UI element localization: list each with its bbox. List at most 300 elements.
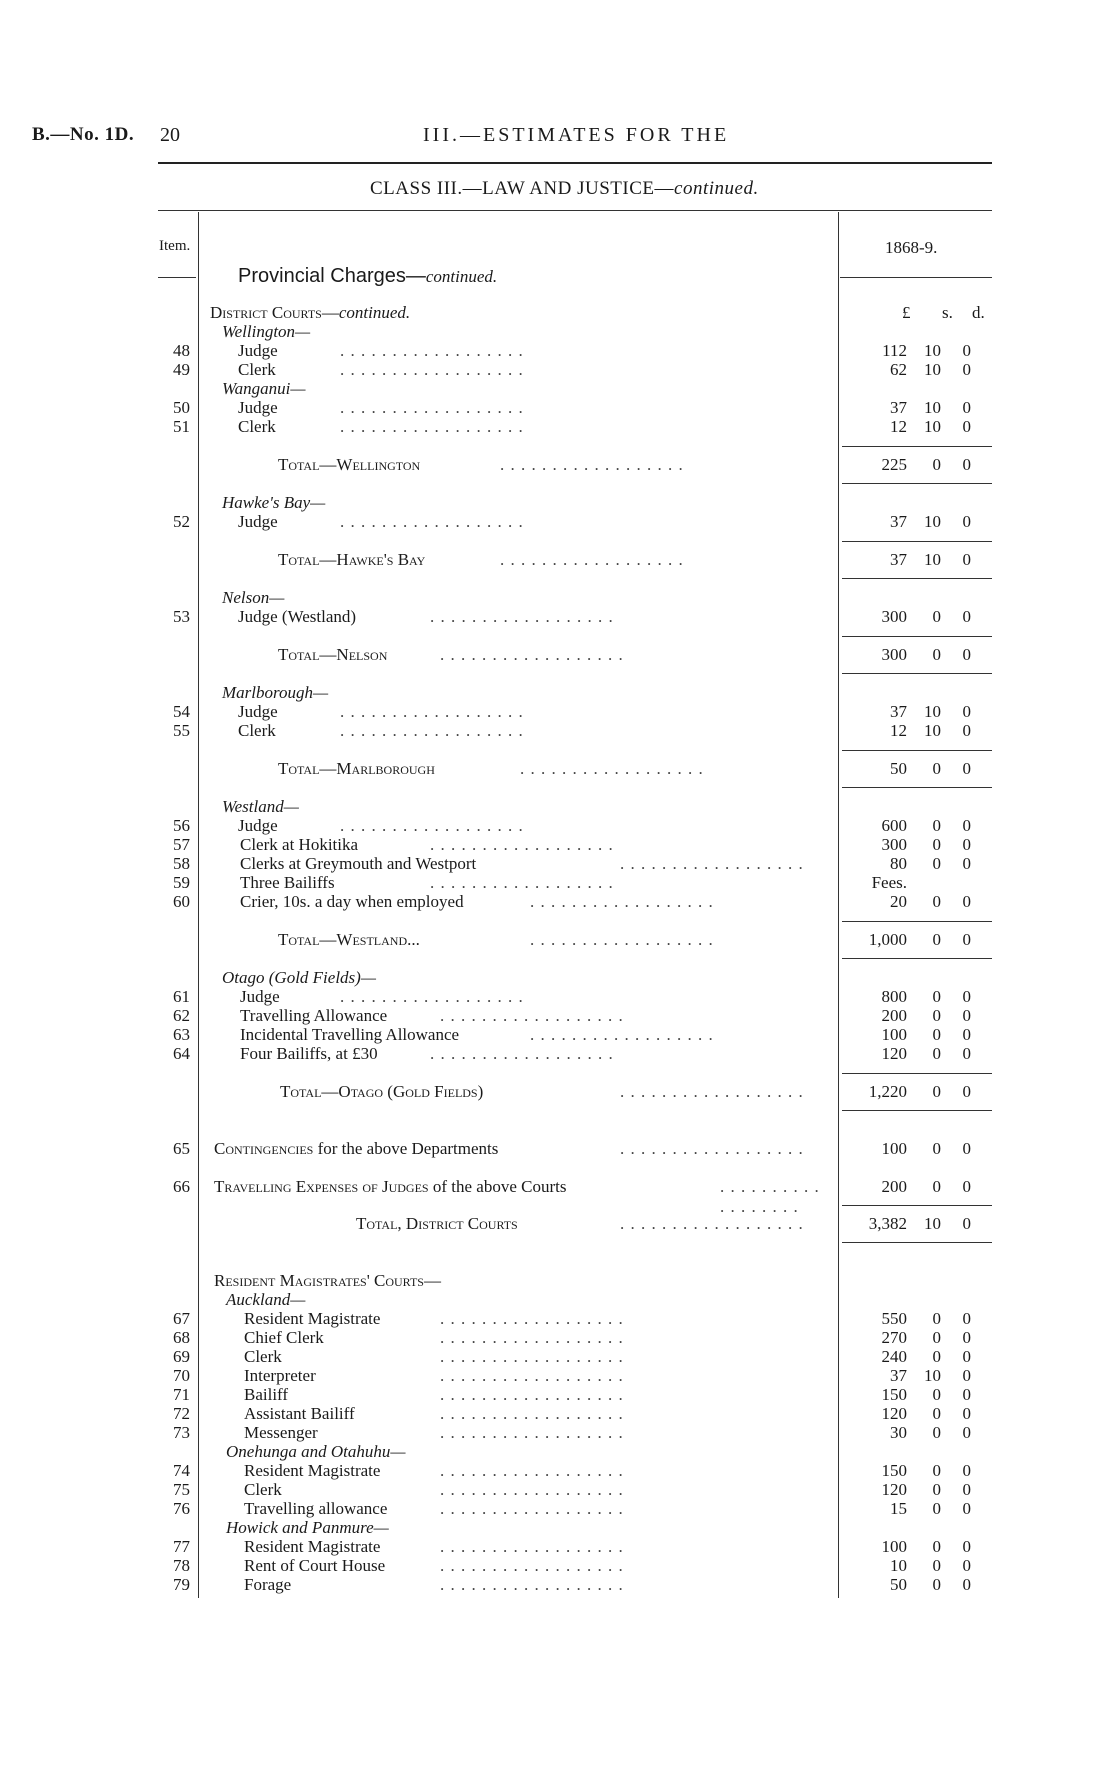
pence: 0 — [962, 512, 971, 531]
item-label: Clerk — [244, 1480, 282, 1499]
leader-dots: . . . . . . . . . . . . . . . . . . — [440, 1461, 624, 1480]
total-rule — [842, 958, 992, 959]
item-label: Crier, 10s. a day when employed — [240, 892, 464, 911]
item-number: 75 — [173, 1480, 190, 1499]
item-number: 63 — [173, 1025, 190, 1044]
shillings: 0 — [932, 645, 941, 664]
total-label: Total—Hawke's Bay — [278, 550, 426, 569]
pounds: 300 — [881, 645, 907, 664]
leader-dots: . . . . . . . . . . . . . . . . . . — [520, 759, 704, 778]
table-row — [0, 417, 1114, 436]
table-row — [0, 512, 1114, 531]
shillings: 0 — [932, 1309, 941, 1328]
item-label-rest: for the above Departments — [313, 1139, 499, 1158]
leader-dots: . . . . . . . . . . . . . . . . . . — [440, 1480, 624, 1499]
pence: 0 — [962, 1177, 971, 1196]
table-row — [0, 1366, 1114, 1385]
item-number: 69 — [173, 1347, 190, 1366]
shillings: 0 — [932, 1139, 941, 1158]
total-rule — [842, 446, 992, 447]
pence: 0 — [962, 1461, 971, 1480]
total-row — [0, 1082, 1114, 1101]
item-number: 57 — [173, 835, 190, 854]
leader-dots: . . . . . . . . . . . . . . . . . . — [500, 550, 684, 569]
pence: 0 — [962, 398, 971, 417]
leader-dots: . . . . . . . . . . . . . . . . . . — [440, 1556, 624, 1575]
table-row — [0, 702, 1114, 721]
shillings: 0 — [932, 1044, 941, 1063]
table-row — [0, 873, 1114, 892]
pence: 0 — [962, 987, 971, 1006]
shillings: 0 — [932, 854, 941, 873]
leader-dots: . . . . . . . . . . . . . . . . . . — [340, 512, 524, 531]
page-number: 20 — [160, 124, 180, 146]
pounds: 100 — [881, 1139, 907, 1158]
pounds: 225 — [881, 455, 907, 474]
group-auckland: Auckland— — [226, 1290, 306, 1309]
year-column-header: 1868-9. — [885, 238, 938, 257]
leader-dots: . . . . . . . . . . . . . . . . . . — [430, 607, 614, 626]
shillings: 0 — [932, 1082, 941, 1101]
total-row — [0, 645, 1114, 664]
leader-dots: . . . . . . . . . . . . . . . . . . — [620, 1214, 804, 1233]
shillings: 10 — [924, 1214, 941, 1233]
leader-dots: . . . . . . . . . . . . . . . . . . — [430, 873, 614, 892]
item-label: Judge — [240, 987, 280, 1006]
shillings: 0 — [932, 892, 941, 911]
pence: 0 — [962, 1214, 971, 1233]
item-label: Assistant Bailiff — [244, 1404, 355, 1423]
total-row — [0, 930, 1114, 949]
group-howick: Howick and Panmure— — [226, 1518, 389, 1537]
item-number: 49 — [173, 360, 190, 379]
total-rule — [842, 1073, 992, 1074]
table-row — [0, 1328, 1114, 1347]
leader-dots: . . . . . . . . . . . . . . . . . . — [340, 702, 524, 721]
shillings: 10 — [924, 1366, 941, 1385]
item-label: Clerk — [238, 417, 276, 436]
shillings: 0 — [932, 1575, 941, 1594]
item-number: 73 — [173, 1423, 190, 1442]
pounds: 240 — [881, 1347, 907, 1366]
table-row — [0, 1025, 1114, 1044]
table-row — [0, 1575, 1114, 1594]
class-title-cont: continued. — [674, 178, 759, 199]
pence: 0 — [962, 930, 971, 949]
pence: 0 — [962, 1537, 971, 1556]
total-rule — [842, 1242, 992, 1243]
table-row — [0, 835, 1114, 854]
table-top-rule — [158, 210, 992, 211]
pence-header: d. — [972, 303, 985, 322]
item-label: Messenger — [244, 1423, 318, 1442]
item-label: Judge — [238, 702, 278, 721]
leader-dots: . . . . . . . . . . . . . . . . . . — [430, 1044, 614, 1063]
item-label: Forage — [244, 1575, 292, 1594]
pence: 0 — [962, 1480, 971, 1499]
pence: 0 — [962, 1499, 971, 1518]
shillings: 10 — [924, 360, 941, 379]
item-number: 59 — [173, 873, 190, 892]
pounds: 120 — [881, 1404, 907, 1423]
leader-dots: . . . . . . . . . . . . . . . . . . — [440, 645, 624, 664]
pence: 0 — [962, 721, 971, 740]
shillings: 0 — [932, 455, 941, 474]
total-rule — [842, 578, 992, 579]
item-label — [214, 1177, 566, 1197]
leader-dots: . . . . . . . . . . . . . . . . . . — [340, 341, 524, 360]
total-label: Total—Nelson — [278, 645, 388, 664]
section-heading-cont: continued. — [425, 267, 498, 286]
item-label-caps: Travelling Expenses of Judges — [214, 1177, 429, 1196]
table-row — [0, 1537, 1114, 1556]
total-rule — [842, 673, 992, 674]
shillings: 0 — [932, 1385, 941, 1404]
leader-dots: . . . . . . . . . . . . . . . . . . — [340, 398, 524, 417]
pounds: 10 — [890, 1556, 907, 1575]
pence: 0 — [962, 1366, 971, 1385]
group-onehunga: Onehunga and Otahuhu— — [226, 1442, 406, 1461]
shillings: 0 — [932, 759, 941, 778]
section-heading — [238, 265, 497, 288]
pounds: 150 — [881, 1385, 907, 1404]
shillings: 0 — [932, 1461, 941, 1480]
shillings: 0 — [932, 816, 941, 835]
pounds: 112 — [882, 341, 907, 360]
total-label: Total—Wellington — [278, 455, 421, 474]
pence: 0 — [962, 417, 971, 436]
pounds: 600 — [881, 816, 907, 835]
item-label: Judge — [238, 398, 278, 417]
group-westland: Westland— — [222, 797, 299, 816]
pounds-header: £ — [902, 303, 911, 322]
shillings: 0 — [932, 1480, 941, 1499]
item-label: Interpreter — [244, 1366, 316, 1385]
pence: 0 — [962, 1385, 971, 1404]
shillings: 10 — [924, 702, 941, 721]
pounds: 270 — [881, 1328, 907, 1347]
item-number: 62 — [173, 1006, 190, 1025]
shillings: 0 — [932, 1556, 941, 1575]
item-number: 68 — [173, 1328, 190, 1347]
pence: 0 — [962, 702, 971, 721]
leader-dots: . . . . . . . . . . . . . . . . . . — [440, 1328, 624, 1347]
group-wellington: Wellington— — [222, 322, 311, 341]
leader-dots: . . . . . . . . . . . . . . . . . . — [720, 1177, 820, 1216]
section-heading-main: Provincial Charges— — [238, 265, 426, 287]
total-rule — [842, 636, 992, 637]
item-number: 60 — [173, 892, 190, 911]
pence: 0 — [962, 550, 971, 569]
pence: 0 — [962, 1139, 971, 1158]
leader-dots: . . . . . . . . . . . . . . . . . . — [620, 1082, 804, 1101]
table-row — [0, 1177, 1114, 1216]
item-number: 72 — [173, 1404, 190, 1423]
item-label: Clerks at Greymouth and Westport — [240, 854, 477, 873]
table-row — [0, 987, 1114, 1006]
item-number: 54 — [173, 702, 190, 721]
item-label: Travelling Allowance — [240, 1006, 388, 1025]
leader-dots: . . . . . . . . . . . . . . . . . . — [620, 1139, 804, 1158]
item-label: Clerk — [244, 1347, 282, 1366]
item-number: 74 — [173, 1461, 190, 1480]
item-label: Judge — [238, 816, 278, 835]
table-row — [0, 607, 1114, 626]
pence: 0 — [962, 854, 971, 873]
leader-dots: . . . . . . . . . . . . . . . . . . — [620, 854, 804, 873]
pence: 0 — [962, 835, 971, 854]
item-number: 77 — [173, 1537, 190, 1556]
pence: 0 — [962, 1328, 971, 1347]
shillings: 0 — [932, 1404, 941, 1423]
pounds: Fees. — [871, 873, 907, 892]
leader-dots: . . . . . . . . . . . . . . . . . . — [440, 1575, 624, 1594]
table-row — [0, 341, 1114, 360]
class-title — [370, 178, 759, 200]
total-label: Total—Otago (Gold Fields) — [280, 1082, 484, 1101]
pounds: 62 — [890, 360, 907, 379]
item-number: 52 — [173, 512, 190, 531]
pence: 0 — [962, 455, 971, 474]
pounds: 50 — [890, 1575, 907, 1594]
total-row — [0, 1214, 1114, 1233]
shillings: 0 — [932, 987, 941, 1006]
pounds: 80 — [890, 854, 907, 873]
item-number: 56 — [173, 816, 190, 835]
leader-dots: . . . . . . . . . . . . . . . . . . — [440, 1366, 624, 1385]
item-label: Resident Magistrate — [244, 1309, 381, 1328]
total-rule — [842, 787, 992, 788]
item-number: 53 — [173, 607, 190, 626]
total-rule — [842, 1110, 992, 1111]
group-wanganui: Wanganui— — [222, 379, 306, 398]
pounds: 12 — [890, 417, 907, 436]
total-label: Total—Marlborough — [278, 759, 435, 778]
item-label: Clerk — [238, 721, 276, 740]
total-label: Total, District Courts — [356, 1214, 518, 1233]
shillings: 0 — [932, 1177, 941, 1196]
item-label-caps: Contingencies — [214, 1139, 314, 1158]
pounds: 15 — [890, 1499, 907, 1518]
leader-dots: . . . . . . . . . . . . . . . . . . — [530, 892, 714, 911]
pence: 0 — [962, 360, 971, 379]
item-number: 78 — [173, 1556, 190, 1575]
pounds: 200 — [881, 1177, 907, 1196]
item-label: Incidental Travelling Allowance — [240, 1025, 460, 1044]
pence: 0 — [962, 1006, 971, 1025]
item-label: Three Bailiffs — [240, 873, 335, 892]
table-row — [0, 892, 1114, 911]
table-row — [0, 721, 1114, 740]
shillings: 0 — [932, 1537, 941, 1556]
item-number: 67 — [173, 1309, 190, 1328]
leader-dots: . . . . . . . . . . . . . . . . . . — [430, 835, 614, 854]
pounds: 300 — [881, 835, 907, 854]
pounds: 550 — [881, 1309, 907, 1328]
item-number: 65 — [173, 1139, 190, 1158]
item-label — [214, 1139, 498, 1159]
item-number: 55 — [173, 721, 190, 740]
shillings-header: s. — [942, 303, 953, 322]
item-label: Travelling allowance — [244, 1499, 388, 1518]
shillings: 0 — [932, 607, 941, 626]
pence: 0 — [962, 1044, 971, 1063]
class-title-main: CLASS III.—LAW AND JUSTICE— — [370, 178, 675, 199]
table-row — [0, 1480, 1114, 1499]
year-header-rule — [840, 277, 992, 278]
table-row — [0, 1385, 1114, 1404]
item-number: 71 — [173, 1385, 190, 1404]
shillings: 10 — [924, 512, 941, 531]
item-label: Chief Clerk — [244, 1328, 324, 1347]
item-label: Bailiff — [244, 1385, 289, 1404]
total-label: Total—Westland... — [278, 930, 420, 949]
item-label: Judge — [238, 341, 278, 360]
item-number: 51 — [173, 417, 190, 436]
rm-courts-heading: Resident Magistrates' Courts— — [214, 1271, 441, 1290]
shillings: 0 — [932, 930, 941, 949]
total-row — [0, 759, 1114, 778]
district-courts-cont: continued. — [338, 303, 411, 322]
item-number: 70 — [173, 1366, 190, 1385]
leader-dots: . . . . . . . . . . . . . . . . . . — [440, 1404, 624, 1423]
pence: 0 — [962, 1082, 971, 1101]
total-row — [0, 550, 1114, 569]
table-row — [0, 1556, 1114, 1575]
header-rule — [158, 162, 992, 164]
shillings: 10 — [924, 550, 941, 569]
table-row — [0, 854, 1114, 873]
pounds: 3,382 — [868, 1214, 907, 1233]
item-label: Resident Magistrate — [244, 1537, 381, 1556]
leader-dots: . . . . . . . . . . . . . . . . . . — [340, 417, 524, 436]
pence: 0 — [962, 1423, 971, 1442]
item-number: 58 — [173, 854, 190, 873]
group-marlborough: Marlborough— — [222, 683, 329, 702]
pounds: 50 — [890, 759, 907, 778]
item-number: 48 — [173, 341, 190, 360]
item-label: Judge — [238, 512, 278, 531]
group-nelson: Nelson— — [222, 588, 285, 607]
leader-dots: . . . . . . . . . . . . . . . . . . — [440, 1309, 624, 1328]
item-number: 76 — [173, 1499, 190, 1518]
shillings: 0 — [932, 1006, 941, 1025]
table-row — [0, 398, 1114, 417]
leader-dots: . . . . . . . . . . . . . . . . . . — [530, 1025, 714, 1044]
pounds: 37 — [890, 398, 907, 417]
leader-dots: . . . . . . . . . . . . . . . . . . — [440, 1006, 624, 1025]
shillings: 0 — [932, 1423, 941, 1442]
leader-dots: . . . . . . . . . . . . . . . . . . — [530, 930, 714, 949]
table-row — [0, 1461, 1114, 1480]
table-row — [0, 1404, 1114, 1423]
shillings: 0 — [932, 1499, 941, 1518]
pounds: 37 — [890, 512, 907, 531]
table-row — [0, 1499, 1114, 1518]
total-row — [0, 455, 1114, 474]
pence: 0 — [962, 1575, 971, 1594]
shillings: 10 — [924, 341, 941, 360]
item-number: 61 — [173, 987, 190, 1006]
pounds: 800 — [881, 987, 907, 1006]
pence: 0 — [962, 341, 971, 360]
item-label: Judge (Westland) — [238, 607, 357, 626]
pence: 0 — [962, 645, 971, 664]
pence: 0 — [962, 1556, 971, 1575]
item-number: 79 — [173, 1575, 190, 1594]
table-row — [0, 360, 1114, 379]
item-label: Resident Magistrate — [244, 1461, 381, 1480]
item-label: Four Bailiffs, at £30 — [240, 1044, 378, 1063]
table-row — [0, 1139, 1114, 1158]
item-label: Clerk at Hokitika — [240, 835, 359, 854]
leader-dots: . . . . . . . . . . . . . . . . . . — [440, 1499, 624, 1518]
leader-dots: . . . . . . . . . . . . . . . . . . — [340, 360, 524, 379]
pence: 0 — [962, 1347, 971, 1366]
pounds: 120 — [881, 1480, 907, 1499]
shillings: 0 — [932, 1025, 941, 1044]
item-label-rest: of the above Courts — [428, 1177, 567, 1196]
pounds: 20 — [890, 892, 907, 911]
shillings: 0 — [932, 835, 941, 854]
pence: 0 — [962, 759, 971, 778]
pounds: 200 — [881, 1006, 907, 1025]
district-courts-heading — [210, 303, 410, 323]
total-rule — [842, 541, 992, 542]
pounds: 37 — [890, 1366, 907, 1385]
item-number: 50 — [173, 398, 190, 417]
table-row — [0, 1006, 1114, 1025]
item-column-header: Item. — [159, 238, 191, 254]
total-rule — [842, 921, 992, 922]
item-number: 64 — [173, 1044, 190, 1063]
group-hawkes-bay: Hawke's Bay— — [222, 493, 326, 512]
group-otago: Otago (Gold Fields)— — [222, 968, 376, 987]
table-row — [0, 816, 1114, 835]
table-row — [0, 1347, 1114, 1366]
pounds: 300 — [881, 607, 907, 626]
pounds: 1,220 — [868, 1082, 907, 1101]
leader-dots: . . . . . . . . . . . . . . . . . . — [440, 1423, 624, 1442]
item-label: Rent of Court House — [244, 1556, 386, 1575]
shillings: 10 — [924, 721, 941, 740]
pounds: 100 — [881, 1025, 907, 1044]
pence: 0 — [962, 816, 971, 835]
leader-dots: . . . . . . . . . . . . . . . . . . — [440, 1347, 624, 1366]
total-rule — [842, 483, 992, 484]
table-row — [0, 1423, 1114, 1442]
pounds: 120 — [881, 1044, 907, 1063]
district-courts-label: District Courts— — [210, 303, 339, 322]
total-rule — [842, 750, 992, 751]
pence: 0 — [962, 1404, 971, 1423]
shillings: 0 — [932, 1347, 941, 1366]
item-label: Clerk — [238, 360, 276, 379]
pence: 0 — [962, 1025, 971, 1044]
shillings: 10 — [924, 398, 941, 417]
leader-dots: . . . . . . . . . . . . . . . . . . — [500, 455, 684, 474]
table-row — [0, 1044, 1114, 1063]
shillings: 0 — [932, 1328, 941, 1347]
pounds: 30 — [890, 1423, 907, 1442]
shillings: 10 — [924, 417, 941, 436]
leader-dots: . . . . . . . . . . . . . . . . . . — [340, 816, 524, 835]
pounds: 100 — [881, 1537, 907, 1556]
leader-dots: . . . . . . . . . . . . . . . . . . — [440, 1385, 624, 1404]
leader-dots: . . . . . . . . . . . . . . . . . . — [340, 721, 524, 740]
pounds: 150 — [881, 1461, 907, 1480]
pence: 0 — [962, 1309, 971, 1328]
